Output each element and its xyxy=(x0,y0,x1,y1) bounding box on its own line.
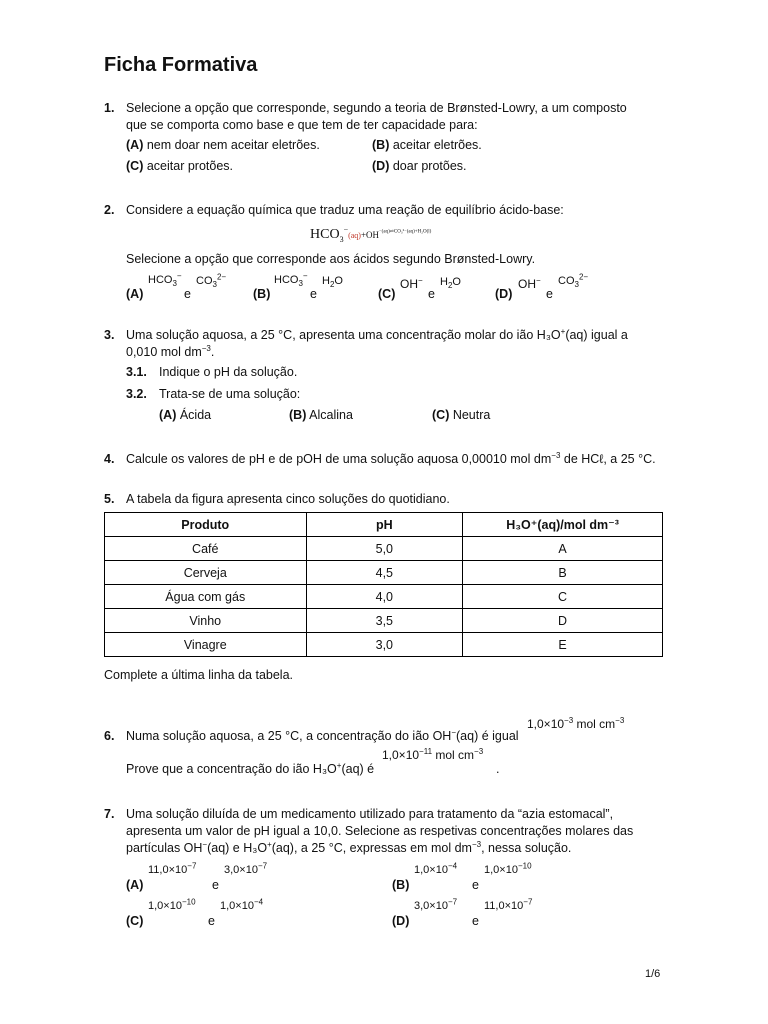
unit: mol cm xyxy=(573,717,616,731)
q7-option-d-letter: (D) xyxy=(392,914,410,928)
cell-concentration: C xyxy=(463,585,663,609)
subscript: 2 xyxy=(329,280,335,290)
cell-ph: 4,5 xyxy=(306,561,463,585)
table-row xyxy=(105,633,663,657)
option-letter: (A) xyxy=(159,408,177,422)
cell-produto: Cerveja xyxy=(105,561,307,585)
q7-option-b-v1 xyxy=(414,861,458,876)
q3-option-a xyxy=(159,407,211,424)
text: (aq) igual a xyxy=(565,328,628,342)
cell-produto: Café xyxy=(105,537,307,561)
table-row xyxy=(105,561,663,585)
q2-option-d-f2 xyxy=(558,272,589,290)
q1-line2: que se comporta como base e que tem de ter capacidade para: xyxy=(126,118,478,132)
formula: HCO xyxy=(274,274,299,286)
exponent: −10 xyxy=(181,897,196,907)
q2-option-c-e: e xyxy=(428,287,435,301)
q7-option-d-v1 xyxy=(414,897,458,912)
table-row xyxy=(105,585,663,609)
equation-state: (aq) xyxy=(348,231,361,240)
charge: − xyxy=(418,276,423,285)
text: 0,010 mol dm xyxy=(126,345,202,359)
q2-option-b-f2 xyxy=(322,275,343,290)
q7-option-a-v1 xyxy=(148,861,197,876)
page-title: Ficha Formativa xyxy=(104,54,258,76)
q3-number: 3. xyxy=(104,328,115,342)
value: 11,0×10 xyxy=(484,900,524,912)
q6-h3o-concentration xyxy=(382,747,483,764)
value: 1,0×10 xyxy=(148,900,182,912)
exponent: −7 xyxy=(257,861,268,871)
value: 11,0×10 xyxy=(148,864,188,876)
option-letter: (C) xyxy=(126,159,144,173)
q3-line2 xyxy=(126,344,214,361)
option-text: Alcalina xyxy=(306,408,353,422)
option-text: aceitar protões. xyxy=(143,159,233,173)
header-h3o-concentration: H₃O⁺(aq)/mol dm⁻³ xyxy=(463,513,663,537)
q2-number: 2. xyxy=(104,203,115,217)
text: (aq) é xyxy=(341,762,375,776)
text: Uma solução aquosa, a 25 °C, apresenta uma concentração molar do ião H₃O xyxy=(126,328,561,342)
q5-footer: Complete a última linha da tabela. xyxy=(104,668,294,682)
q7-option-b-letter: (B) xyxy=(392,878,410,892)
charge: + xyxy=(336,760,342,770)
q7-line1: Uma solução diluída de um medicamento utilizado para tratamento da “azia estomacal”, xyxy=(126,807,614,821)
cell-concentration: D xyxy=(463,609,663,633)
exponent: −3 xyxy=(471,839,482,849)
charge: 2− xyxy=(578,272,589,282)
exponent: −3 xyxy=(564,716,574,725)
value: 1,0×10 xyxy=(220,900,254,912)
q3-1-text: Indique o pH da solução. xyxy=(159,365,298,379)
cell-concentration: E xyxy=(463,633,663,657)
text: (aq) e H₃O xyxy=(207,841,268,855)
q7-number: 7. xyxy=(104,807,115,821)
text: (aq) é igual xyxy=(456,729,519,743)
table-header-row xyxy=(105,513,663,537)
exponent: −7 xyxy=(523,897,533,907)
exponent: −3 xyxy=(551,450,561,460)
charge: + xyxy=(267,839,272,849)
equation-charge: − xyxy=(343,225,349,235)
q2-option-b-letter: (B) xyxy=(253,287,271,301)
q2-option-d-e: e xyxy=(546,287,553,301)
cell-concentration: B xyxy=(463,561,663,585)
q2-option-c-f1 xyxy=(400,277,423,291)
text: Numa solução aquosa, a 25 °C, a concentração do ião OH xyxy=(126,729,452,743)
value: 1,0×10 xyxy=(414,864,448,876)
solutions-table xyxy=(104,512,663,657)
q2-option-d-letter: (D) xyxy=(495,287,513,301)
q2-option-c-f2 xyxy=(440,276,461,291)
text: , nessa solução. xyxy=(481,841,572,855)
q5-number: 5. xyxy=(104,492,115,506)
formula: CO xyxy=(558,275,575,287)
page-number: 1/6 xyxy=(645,968,661,980)
formula: H xyxy=(440,276,448,288)
q2-option-b-f1 xyxy=(274,271,308,289)
option-letter: (C) xyxy=(432,408,450,422)
table-row xyxy=(105,537,663,561)
charge: 2− xyxy=(216,272,227,282)
formula: OH xyxy=(400,277,418,291)
option-letter: (B) xyxy=(289,408,307,422)
q1-option-d xyxy=(372,158,467,175)
q2-option-b-e: e xyxy=(310,287,317,301)
q4-text xyxy=(126,451,656,468)
text: de HCℓ, a 25 °C. xyxy=(560,452,656,466)
q7-option-a-v2 xyxy=(224,861,268,876)
q6-line1 xyxy=(126,728,519,745)
exponent: −11 xyxy=(419,747,433,756)
formula: CO xyxy=(196,275,213,287)
unit-exponent: −3 xyxy=(615,716,625,725)
subscript: 2 xyxy=(447,281,453,291)
charge: − xyxy=(202,839,208,849)
cell-ph: 5,0 xyxy=(306,537,463,561)
q3-line1 xyxy=(126,327,628,344)
text: Prove que a concentração do ião H₃O xyxy=(126,762,337,776)
q7-option-c-v1 xyxy=(148,897,196,912)
q2-option-a-f2 xyxy=(196,272,227,290)
q1-option-b xyxy=(372,137,482,154)
equation-plus: +OH xyxy=(360,230,380,240)
q2-line2: Selecione a opção que corresponde aos ácidos segundo Brønsted-Lowry. xyxy=(126,252,536,266)
cell-ph: 3,0 xyxy=(306,633,463,657)
q2-line1: Considere a equação química que traduz uma reação de equilíbrio ácido-base: xyxy=(126,203,564,217)
q6-number: 6. xyxy=(104,729,115,743)
subscript: 3 xyxy=(298,279,303,289)
value: 1,0×10 xyxy=(527,717,565,731)
q1-option-c xyxy=(126,158,233,175)
header-produto: Produto xyxy=(105,513,307,537)
q2-option-a-f1 xyxy=(148,271,182,289)
exponent: −4 xyxy=(447,861,458,871)
q7-option-c-letter: (C) xyxy=(126,914,144,928)
subscript: 3 xyxy=(212,280,217,290)
q7-option-a-e: e xyxy=(212,878,219,892)
subscript: 3 xyxy=(574,280,579,290)
q6-oh-concentration xyxy=(527,716,624,733)
q3-option-c xyxy=(432,407,490,424)
exponent: −3 xyxy=(201,343,211,353)
formula: OH xyxy=(518,277,536,291)
header-ph: pH xyxy=(306,513,463,537)
cell-produto: Vinagre xyxy=(105,633,307,657)
q1-number: 1. xyxy=(104,101,115,115)
q1-option-a xyxy=(126,137,320,154)
exponent: −4 xyxy=(253,897,264,907)
charge: − xyxy=(451,727,457,737)
cell-produto: Água com gás xyxy=(105,585,307,609)
equation-species: HCO xyxy=(310,227,340,242)
formula-tail: O xyxy=(334,275,343,287)
q1-line1: Selecione a opção que corresponde, segundo a teoria de Brønsted-Lowry, a um composto xyxy=(126,101,627,115)
table-row xyxy=(105,609,663,633)
option-letter: (B) xyxy=(372,138,390,152)
value: 1,0×10 xyxy=(382,748,420,762)
q7-option-d-v2 xyxy=(484,897,533,912)
q7-line2: apresenta um valor de pH igual a 10,0. Selecione as respetivas concentrações molares das xyxy=(126,824,634,838)
equation-subscript: 3 xyxy=(339,234,344,244)
exponent: −7 xyxy=(187,861,197,871)
charge: + xyxy=(560,326,566,336)
value: 3,0×10 xyxy=(224,864,258,876)
q2-option-d-f1 xyxy=(518,277,541,291)
q3-1-number: 3.1. xyxy=(126,365,147,379)
q2-option-a-letter: (A) xyxy=(126,287,144,301)
text: partículas OH xyxy=(126,841,203,855)
subscript: 3 xyxy=(172,279,177,289)
q7-option-a-letter: (A) xyxy=(126,878,144,892)
unit: mol cm xyxy=(432,748,475,762)
value: 3,0×10 xyxy=(414,900,448,912)
cell-produto: Vinho xyxy=(105,609,307,633)
formula-tail: O xyxy=(452,276,461,288)
text: . xyxy=(210,345,215,359)
exponent: −10 xyxy=(517,861,532,871)
q5-line1: A tabela da figura apresenta cinco soluções do quotidiano. xyxy=(126,492,450,506)
charge: − xyxy=(176,271,182,281)
q7-option-b-v2 xyxy=(484,861,532,876)
q7-option-c-v2 xyxy=(220,897,264,912)
q3-option-b xyxy=(289,407,353,424)
q7-line3 xyxy=(126,840,571,857)
q7-option-d-e: e xyxy=(472,914,479,928)
option-text: Ácida xyxy=(176,408,212,422)
equation-rest: ⁻(aq)⇌CO₃²⁻(aq)+H₂O(l) xyxy=(379,229,432,235)
cell-ph: 4,0 xyxy=(306,585,463,609)
q2-equation xyxy=(310,227,431,243)
option-letter: (A) xyxy=(126,138,144,152)
cell-concentration: A xyxy=(463,537,663,561)
formula: H xyxy=(322,275,330,287)
value: 1,0×10 xyxy=(484,864,518,876)
charge: − xyxy=(302,271,308,281)
q2-option-c-letter: (C) xyxy=(378,287,396,301)
q3-2-number: 3.2. xyxy=(126,387,147,401)
q6-line2-end: . xyxy=(496,762,500,776)
q7-option-c-e: e xyxy=(208,914,215,928)
option-text: nem doar nem aceitar eletrões. xyxy=(143,138,320,152)
charge: − xyxy=(536,276,541,285)
exponent: −7 xyxy=(447,897,458,907)
option-text: aceitar eletrões. xyxy=(389,138,482,152)
q4-number: 4. xyxy=(104,452,115,466)
q7-option-b-e: e xyxy=(472,878,479,892)
text: (aq), a 25 °C, expressas em mol dm xyxy=(271,841,472,855)
q6-line2 xyxy=(126,761,374,778)
option-text: doar protões. xyxy=(389,159,467,173)
option-text: Neutra xyxy=(449,408,491,422)
formula: HCO xyxy=(148,274,173,286)
q3-2-text: Trata-se de uma solução: xyxy=(159,387,301,401)
text: Calcule os valores de pH e de pOH de uma solução aquosa 0,00010 mol dm xyxy=(126,452,552,466)
q2-option-a-e: e xyxy=(184,287,191,301)
option-letter: (D) xyxy=(372,159,390,173)
unit-exponent: −3 xyxy=(474,747,484,756)
cell-ph: 3,5 xyxy=(306,609,463,633)
